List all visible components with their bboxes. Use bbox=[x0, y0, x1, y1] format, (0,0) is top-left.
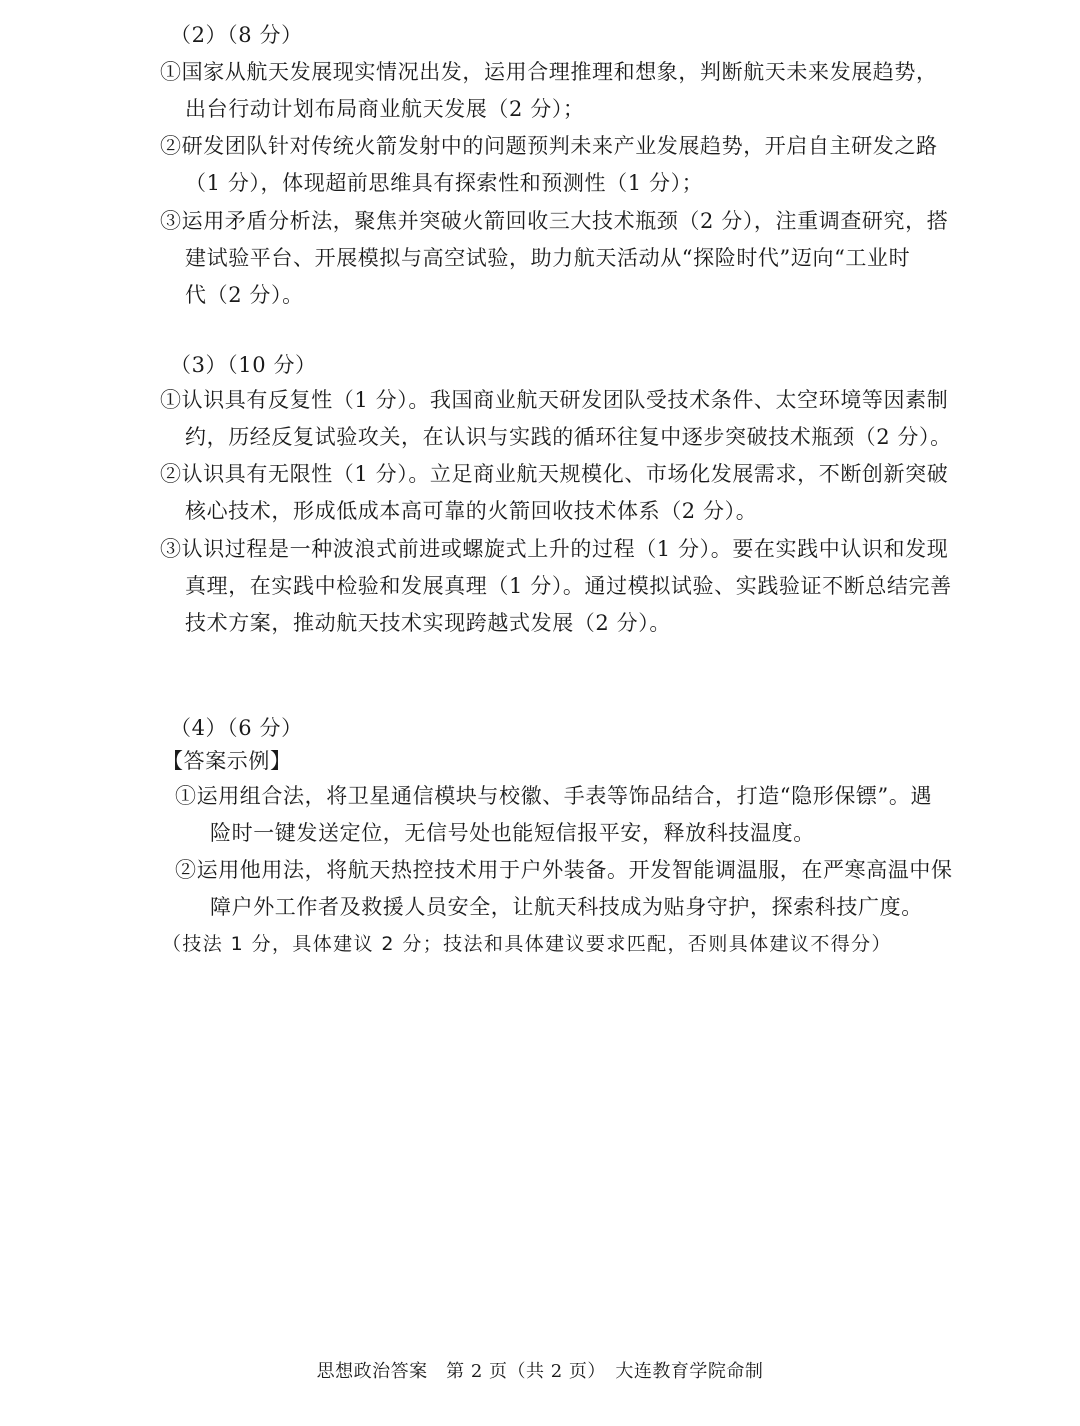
section-4-item-1-line-2: 险时一键发送定位，无信号处也能短信报平安，释放科技温度。 bbox=[210, 821, 815, 845]
section-3-item-1-line-2: 约，历经反复试验攻关，在认识与实践的循环往复中逐步突破技术瓶颈（2 分）。 bbox=[185, 425, 952, 449]
section-2-item-1-line-1: ①国家从航天发展现实情况出发，运用合理推理和想象，判断航天未来发展趋势， bbox=[160, 60, 938, 84]
section-4-item-1-line-1: ①运用组合法，将卫星通信模块与校徽、手表等饰品结合，打造“隐形保镖”。遇 bbox=[175, 784, 933, 808]
answer-example-label: 【答案示例】 bbox=[162, 749, 292, 773]
section-3-item-1-line-1: ①认识具有反复性（1 分）。我国商业航天研发团队受技术条件、太空环境等因素制 bbox=[160, 388, 949, 412]
section-2-item-3-line-2: 建试验平台、开展模拟与高空试验，助力航天活动从“探险时代”迈向“工业时 bbox=[185, 246, 911, 270]
section-3-item-3-line-1: ③认识过程是一种波浪式前进或螺旋式上升的过程（1 分）。要在实践中认识和发现 bbox=[160, 537, 949, 561]
section-4-header: （4）（6 分） bbox=[170, 716, 303, 740]
section-2-item-3-line-1: ③运用矛盾分析法，聚焦并突破火箭回收三大技术瓶颈（2 分），注重调查研究，搭 bbox=[160, 209, 949, 233]
section-2-item-2-line-2: （1 分），体现超前思维具有探索性和预测性（1 分）； bbox=[185, 171, 704, 195]
page-footer: 思想政治答案 第 2 页（共 2 页） 大连教育学院命制 bbox=[316, 1361, 764, 1382]
section-4-item-2-line-1: ②运用他用法，将航天热控技术用于户外装备。开发智能调温服，在严寒高温中保 bbox=[175, 858, 953, 882]
section-3-item-3-line-3: 技术方案，推动航天技术实现跨越式发展（2 分）。 bbox=[185, 611, 671, 635]
section-3-item-2-line-2: 核心技术，形成低成本高可靠的火箭回收技术体系（2 分）。 bbox=[185, 499, 758, 523]
section-2-item-2-line-1: ②研发团队针对传统火箭发射中的问题预判未来产业发展趋势，开启自主研发之路 bbox=[160, 134, 938, 158]
section-3-header: （3）（10 分） bbox=[170, 353, 317, 377]
section-2-item-3-line-3: 代（2 分）。 bbox=[185, 283, 304, 307]
section-4-item-2-line-2: 障户外工作者及救援人员安全，让航天科技成为贴身守护，探索科技广度。 bbox=[210, 895, 923, 919]
section-2-header: （2）（8 分） bbox=[170, 23, 303, 47]
section-3-item-3-line-2: 真理，在实践中检验和发展真理（1 分）。通过模拟试验、实践验证不断总结完善 bbox=[185, 574, 952, 598]
scoring-note: （技法 1 分，具体建议 2 分；技法和具体建议要求匹配，否则具体建议不得分） bbox=[162, 933, 892, 955]
section-2-item-1-line-2: 出台行动计划布局商业航天发展（2 分）； bbox=[185, 97, 585, 121]
section-3-item-2-line-1: ②认识具有无限性（1 分）。立足商业航天规模化、市场化发展需求，不断创新突破 bbox=[160, 462, 949, 486]
